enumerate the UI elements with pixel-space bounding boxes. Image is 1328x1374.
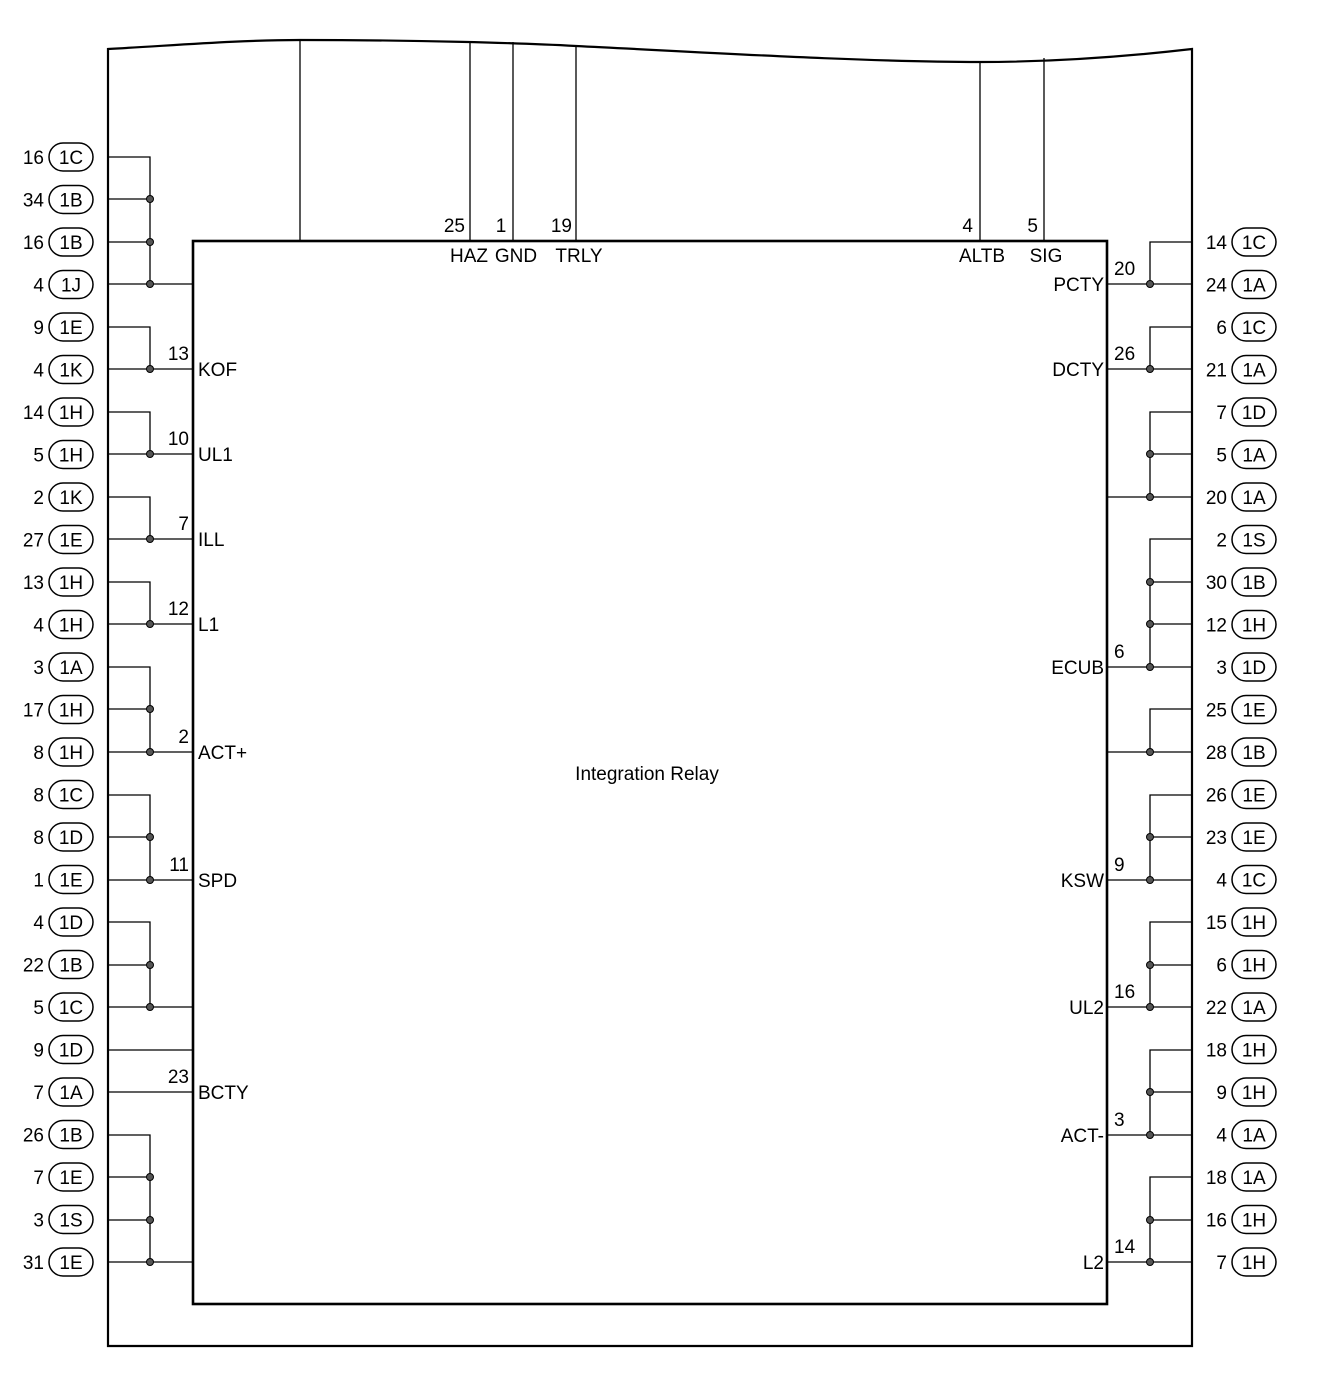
relay-pin-signal: L2	[1082, 1253, 1104, 1274]
connector-id: 1A	[59, 1083, 83, 1104]
connector-pin-number: 27	[22, 530, 44, 552]
connector-label	[1216, 866, 1276, 894]
relay-pin-signal: KSW	[1060, 871, 1104, 892]
connector-id: 1C	[58, 998, 84, 1019]
connector-id: 1K	[59, 360, 83, 382]
connector-pin-number: 8	[33, 785, 44, 807]
connector-label	[33, 1036, 93, 1064]
connector-pin-number: 4	[33, 275, 44, 297]
top-pin-signal: TRLY	[555, 246, 603, 267]
connector-pin-number: 7	[1216, 1253, 1227, 1274]
top-pin-signal: SIG	[1029, 246, 1063, 267]
relay-pin-number: 6	[1114, 642, 1125, 663]
connector-id: 1H	[1241, 955, 1267, 977]
junction-dot	[1147, 1132, 1154, 1139]
connector-id: 1E	[59, 870, 83, 892]
connector-pin-number: 24	[1205, 275, 1227, 297]
junction-dot	[147, 366, 154, 373]
junction-dot	[1147, 451, 1154, 458]
connector-id: 1D	[58, 1040, 84, 1062]
connector-label	[1206, 696, 1276, 724]
connector-label	[23, 398, 93, 426]
connector-id: 1B	[1242, 743, 1266, 764]
connector-label	[23, 228, 93, 256]
connector-id: 1H	[58, 403, 84, 424]
junction-dot	[147, 877, 154, 884]
connector-id: 1K	[59, 488, 83, 509]
connector-pin-number: 17	[22, 700, 44, 722]
connector-label	[1206, 781, 1276, 809]
wire	[1150, 539, 1192, 667]
connector-pin-number: 14	[22, 403, 44, 424]
connector-label	[1216, 1121, 1276, 1149]
connector-pin-number: 9	[1216, 1083, 1227, 1104]
junction-dot	[1147, 494, 1154, 501]
connector-label	[33, 738, 93, 766]
connector-label	[1206, 993, 1276, 1021]
junction-dot	[1147, 877, 1154, 884]
connector-id: 1A	[1242, 488, 1266, 509]
connector-label	[33, 1206, 93, 1234]
connector-pin-number: 34	[22, 190, 44, 212]
connector-pin-number: 16	[22, 233, 44, 254]
connector-id: 1C	[58, 785, 84, 807]
junction-dot	[147, 196, 154, 203]
connector-pin-number: 2	[1216, 530, 1227, 552]
top-pin-number: 5	[1027, 216, 1038, 237]
connector-label	[1216, 1078, 1276, 1106]
connector-label	[33, 313, 93, 341]
connector-label	[1216, 1248, 1276, 1276]
connector-label	[1206, 1036, 1276, 1064]
connector-id: 1A	[1242, 1125, 1266, 1147]
connector-id: 1E	[1242, 700, 1266, 722]
connector-pin-number: 3	[33, 658, 44, 679]
relay-pin-signal: KOF	[198, 360, 238, 381]
junction-dot	[147, 962, 154, 969]
connector-pin-number: 5	[33, 445, 44, 467]
junction-dot	[1147, 281, 1154, 288]
left-relay-pins	[168, 344, 249, 1104]
connector-id: 1E	[59, 1168, 83, 1189]
top-pin-number: 1	[495, 216, 507, 237]
connector-id: 1H	[58, 743, 84, 764]
connector-pin-number: 4	[33, 913, 44, 934]
connector-label	[33, 908, 93, 936]
connector-label	[1216, 526, 1276, 554]
junction-dot	[1147, 664, 1154, 671]
junction-dot	[147, 621, 154, 628]
connector-label	[1206, 271, 1276, 299]
top-pin-number: 4	[962, 216, 973, 237]
connector-pin-number: 7	[1216, 403, 1227, 424]
connector-pin-number: 1	[33, 870, 44, 892]
relay-pin-number: 13	[167, 344, 189, 365]
junction-dot	[147, 1174, 154, 1181]
connector-pin-number: 26	[1205, 785, 1227, 807]
top-pin-signal: GND	[494, 246, 538, 267]
connector-label	[1216, 313, 1276, 341]
wire	[108, 1135, 150, 1262]
relay-pin-signal: PCTY	[1053, 275, 1104, 296]
connector-id: 1H	[58, 615, 84, 637]
connector-label	[1206, 568, 1276, 596]
relay-pin-number: 12	[167, 599, 189, 620]
junction-dot	[147, 451, 154, 458]
connector-pin-number: 31	[22, 1253, 44, 1274]
junction-dot	[147, 706, 154, 713]
junction-dot	[1147, 579, 1154, 586]
connector-label	[33, 866, 93, 894]
connector-id: 1B	[59, 233, 83, 254]
connector-pin-number: 6	[1216, 955, 1227, 977]
connector-pin-number: 12	[1205, 615, 1227, 637]
right-connector-labels	[1206, 228, 1276, 1276]
connector-label	[33, 356, 93, 384]
relay-pin-number: 11	[169, 855, 189, 876]
wire	[1150, 709, 1192, 752]
junction-dot	[1147, 1217, 1154, 1224]
connector-id: 1B	[59, 955, 83, 977]
connector-id: 1H	[1241, 1083, 1267, 1104]
relay-pin-number: 16	[1114, 982, 1136, 1003]
connector-pin-number: 16	[22, 148, 44, 169]
relay-pin-number: 3	[1114, 1110, 1125, 1131]
junction-dot	[1147, 1259, 1154, 1266]
junction-dot	[147, 749, 154, 756]
connector-id: 1B	[1242, 573, 1266, 594]
top-pin-number: 25	[443, 216, 465, 237]
junction-dot	[147, 834, 154, 841]
connector-id: 1A	[1242, 360, 1266, 382]
connector-label	[23, 1121, 93, 1149]
connector-id: 1E	[1242, 785, 1266, 807]
relay-pin-number: 2	[178, 727, 189, 748]
relay-pin-number: 9	[1114, 855, 1125, 876]
connector-id: 1A	[1242, 998, 1266, 1019]
connector-label	[1206, 738, 1276, 766]
relay-title: Integration Relay	[575, 764, 719, 785]
connector-label	[33, 611, 93, 639]
connector-id: 1S	[1242, 530, 1266, 552]
connector-pin-number: 3	[1216, 658, 1227, 679]
relay-pin-signal: UL2	[1069, 998, 1104, 1019]
junction-dot	[1147, 621, 1154, 628]
connector-pin-number: 26	[22, 1125, 44, 1147]
wire	[108, 497, 150, 539]
connector-id: 1H	[58, 700, 84, 722]
connector-pin-number: 7	[33, 1083, 44, 1104]
connector-pin-number: 2	[33, 488, 44, 509]
relay-pin-signal: ILL	[198, 530, 225, 551]
junction-dot	[1147, 834, 1154, 841]
connector-pin-number: 8	[33, 828, 44, 849]
connector-pin-number: 14	[1205, 233, 1227, 254]
connector-label	[1216, 653, 1276, 681]
relay-pin-number: 14	[1114, 1237, 1136, 1258]
connector-id: 1D	[1241, 403, 1267, 424]
connector-id: 1C	[1241, 318, 1267, 339]
junction-dot	[1147, 1089, 1154, 1096]
wire	[1150, 242, 1192, 284]
connector-id: 1S	[59, 1210, 83, 1232]
connector-label	[23, 526, 93, 554]
junction-dot	[147, 536, 154, 543]
wire	[108, 582, 150, 624]
junction-dot	[147, 1004, 154, 1011]
connector-label	[33, 823, 93, 851]
connector-label	[1206, 611, 1276, 639]
connector-label	[1206, 483, 1276, 511]
junction-dot	[1147, 962, 1154, 969]
junction-dot	[1147, 749, 1154, 756]
junction-dot	[1147, 366, 1154, 373]
connector-label	[1206, 1163, 1276, 1191]
top-pin-signal: ALTB	[958, 246, 1006, 267]
wire	[108, 327, 150, 369]
relay-pin-number: 20	[1114, 259, 1136, 280]
connector-label	[33, 781, 93, 809]
connector-id: 1A	[1242, 1168, 1266, 1189]
connector-pin-number: 9	[33, 318, 44, 339]
connector-id: 1D	[58, 828, 84, 849]
connector-pin-number: 18	[1205, 1040, 1227, 1062]
connector-label	[33, 993, 93, 1021]
connector-label	[23, 186, 93, 214]
connector-pin-number: 9	[33, 1040, 44, 1062]
connector-pin-number: 16	[1205, 1210, 1227, 1232]
junction-dot	[147, 1217, 154, 1224]
junction-dot	[147, 239, 154, 246]
connector-pin-number: 22	[22, 955, 44, 977]
relay-pin-signal: ECUB	[1051, 658, 1104, 679]
connector-pin-number: 22	[1205, 998, 1227, 1019]
relay-pin-signal: BCTY	[198, 1083, 249, 1104]
relay-pin-number: 23	[167, 1067, 189, 1088]
connector-id: 1H	[58, 573, 84, 594]
connector-id: 1B	[59, 1125, 83, 1147]
left-connector-labels	[23, 143, 93, 1276]
relay-pin-number: 7	[178, 514, 189, 535]
connector-pin-number: 13	[22, 573, 44, 594]
relay-pin-signal: L1	[198, 615, 220, 636]
relay-pin-number: 26	[1114, 344, 1136, 365]
connector-label	[33, 441, 93, 469]
connector-pin-number: 5	[33, 998, 44, 1019]
right-relay-pins	[1051, 259, 1135, 1274]
connector-label	[1206, 356, 1276, 384]
relay-pin-signal: DCTY	[1052, 360, 1104, 381]
top-wires	[300, 40, 1044, 241]
junction-dot	[1147, 1004, 1154, 1011]
connector-pin-number: 25	[1205, 700, 1227, 722]
connector-id: 1H	[1241, 1040, 1267, 1062]
connector-label	[1216, 398, 1276, 426]
relay-pin-number: 10	[167, 429, 189, 450]
junction-dot	[147, 1259, 154, 1266]
connector-id: 1E	[1242, 828, 1266, 849]
connector-pin-number: 4	[1216, 870, 1227, 892]
connector-id: 1C	[58, 148, 84, 169]
connector-pin-number: 4	[1216, 1125, 1227, 1147]
connector-id: 1D	[1241, 658, 1267, 679]
relay-pin-signal: ACT-	[1060, 1126, 1104, 1147]
connector-label	[33, 271, 93, 299]
connector-pin-number: 5	[1216, 445, 1227, 467]
top-pin-number: 19	[550, 216, 572, 237]
connector-id: 1A	[1242, 445, 1266, 467]
connector-id: 1H	[1241, 913, 1267, 934]
connector-pin-number: 15	[1205, 913, 1227, 934]
wire	[108, 412, 150, 454]
relay-pin-signal: ACT+	[198, 743, 248, 764]
relay-pin-signal: UL1	[198, 445, 233, 466]
connector-id: 1H	[1241, 1210, 1267, 1232]
connector-pin-number: 21	[1205, 360, 1227, 382]
connector-id: 1H	[1241, 1253, 1267, 1274]
connector-label	[33, 1163, 93, 1191]
connector-label	[23, 696, 93, 724]
connector-id: 1H	[1241, 615, 1267, 637]
connector-id: 1B	[59, 190, 83, 212]
wire	[108, 157, 150, 284]
connector-id: 1C	[1241, 233, 1267, 254]
connector-label	[23, 143, 93, 171]
connector-label	[33, 1078, 93, 1106]
junction-dot	[147, 281, 154, 288]
connector-label	[23, 951, 93, 979]
connector-pin-number: 6	[1216, 318, 1227, 339]
connector-pin-number: 28	[1205, 743, 1227, 764]
connector-pin-number: 8	[33, 743, 44, 764]
connector-label	[33, 483, 93, 511]
connector-label	[23, 568, 93, 596]
connector-id: 1C	[1241, 870, 1267, 892]
connector-pin-number: 20	[1205, 488, 1227, 509]
connector-pin-number: 4	[33, 360, 44, 382]
relay-pin-signal: SPD	[198, 871, 238, 892]
wire	[1150, 327, 1192, 369]
connector-label	[1216, 951, 1276, 979]
connector-id: 1E	[59, 1253, 83, 1274]
connector-label	[23, 1248, 93, 1276]
top-pin-signal: HAZ	[450, 246, 488, 267]
connector-label	[33, 653, 93, 681]
connector-pin-number: 18	[1205, 1168, 1227, 1189]
connector-label	[1206, 823, 1276, 851]
connector-id: 1E	[59, 530, 83, 552]
connector-label	[1206, 1206, 1276, 1234]
connector-id: 1E	[59, 318, 83, 339]
connector-pin-number: 23	[1205, 828, 1227, 849]
connector-pin-number: 7	[33, 1168, 44, 1189]
connector-id: 1D	[58, 913, 84, 934]
connector-pin-number: 3	[33, 1210, 44, 1232]
connector-id: 1A	[1242, 275, 1266, 297]
connector-label	[1206, 908, 1276, 936]
connector-id: 1J	[60, 275, 82, 297]
connector-label	[1216, 441, 1276, 469]
connector-pin-number: 4	[33, 615, 44, 637]
connector-id: 1H	[58, 445, 84, 467]
connector-label	[1206, 228, 1276, 256]
connector-id: 1A	[59, 658, 83, 679]
connector-pin-number: 30	[1205, 573, 1227, 594]
